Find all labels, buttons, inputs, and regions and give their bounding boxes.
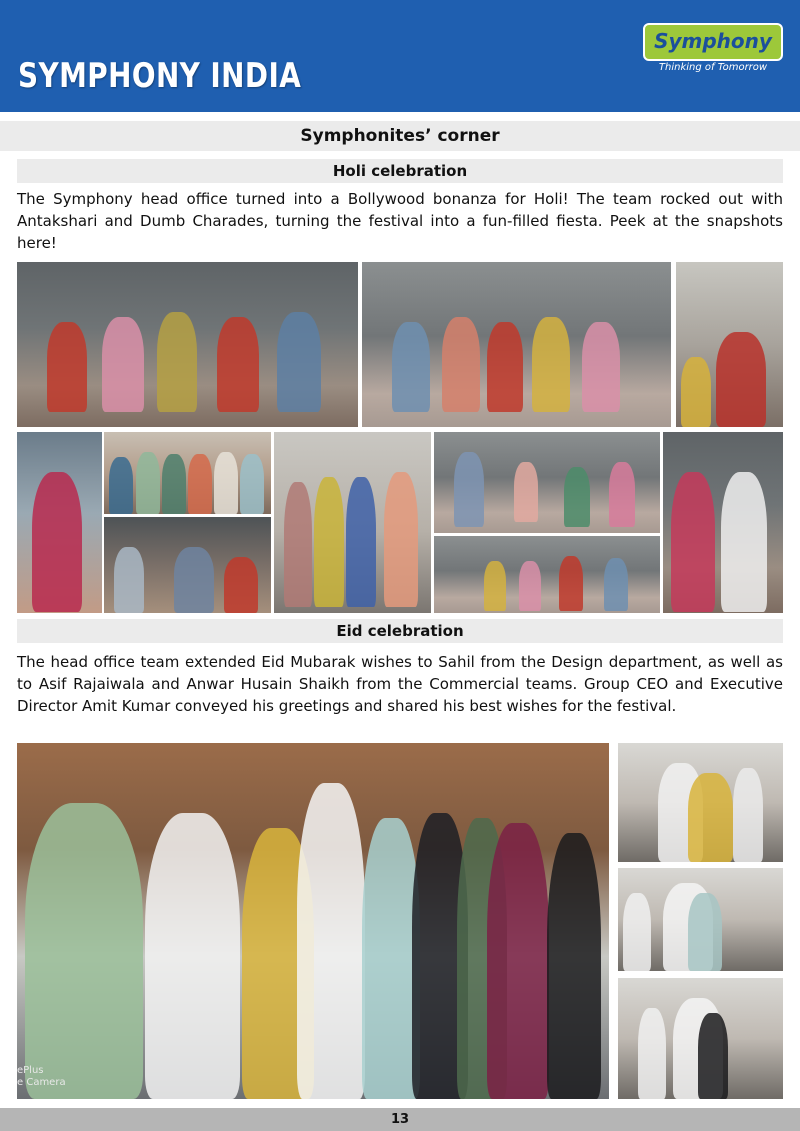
logo-tagline: Thinking of Tomorrow bbox=[658, 62, 768, 73]
eid-text: The head office team extended Eid Mubarak wishes to Sahil from the Design department, as well as to Asif Rajaiwala and Anwar Husain Shaikh from the Commercial teams. Group CEO and Executive Director Amit Kumar conveyed his greetings and shared his best wishes for the festival. bbox=[17, 653, 783, 715]
symphony-logo bbox=[643, 23, 783, 61]
eid-photo-hug-3 bbox=[618, 978, 783, 1099]
eid-heading: Eid celebration bbox=[17, 619, 783, 643]
eid-photo-hug-2 bbox=[618, 868, 783, 971]
holi-photo-single-man bbox=[17, 432, 102, 613]
logo-text: Symphony bbox=[654, 29, 772, 53]
holi-photo-group-back bbox=[104, 517, 271, 613]
holi-photo-dancing bbox=[676, 262, 783, 427]
eid-photo-group bbox=[17, 743, 609, 1099]
holi-photo-six-men bbox=[104, 432, 271, 514]
page-number: 13 bbox=[0, 1108, 800, 1131]
holi-photo-four-people bbox=[274, 432, 431, 613]
camera-watermark: ePlus e Camera bbox=[17, 1065, 66, 1088]
holi-photo-charades-1 bbox=[434, 432, 660, 533]
holi-heading: Holi celebration bbox=[17, 159, 783, 183]
page-header bbox=[0, 0, 800, 112]
header-title: SYMPHONY INDIA bbox=[18, 56, 302, 96]
section-title: Symphonites’ corner bbox=[0, 121, 800, 151]
holi-photo-charades-2 bbox=[434, 536, 660, 613]
holi-photo-group-seated bbox=[17, 262, 358, 427]
holi-photo-antakshari bbox=[362, 262, 671, 427]
holi-photo-two-men bbox=[663, 432, 783, 613]
eid-photo-hug-1 bbox=[618, 743, 783, 862]
holi-text: The Symphony head office turned into a Bollywood bonanza for Holi! The team rocked out with Antakshari and Dumb Charades, turning the festival into a fun-filled fiesta. Peek at the snapshots here! bbox=[17, 190, 783, 252]
